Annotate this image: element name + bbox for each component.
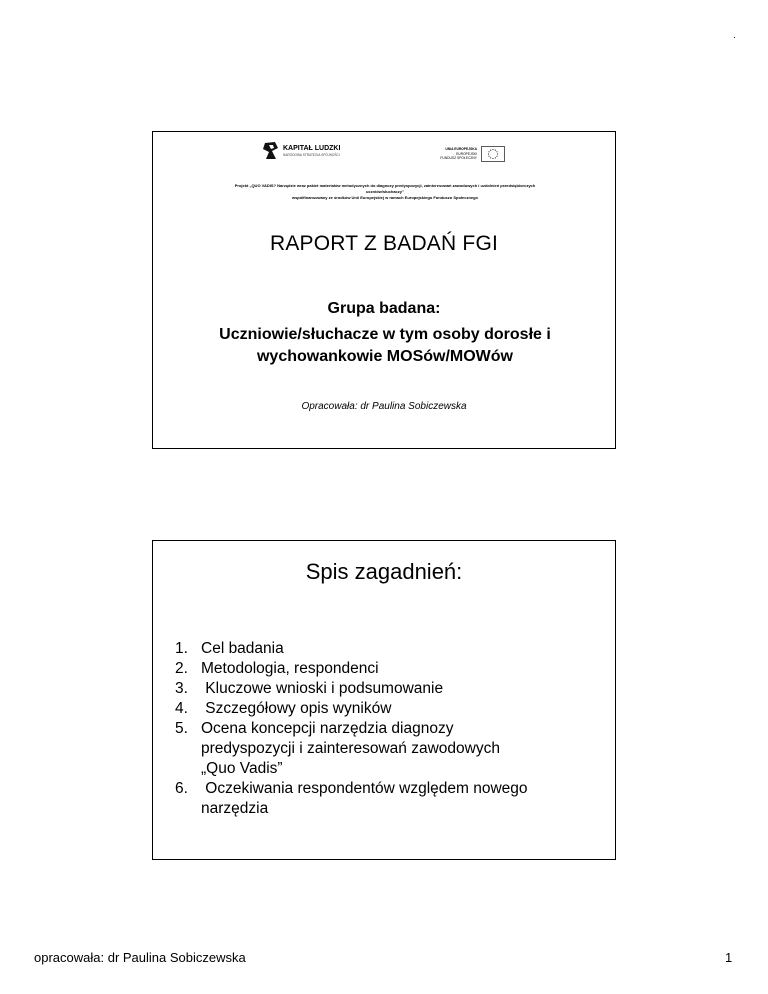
list-item-text: Szczegółowy opis wyników	[201, 700, 392, 717]
page-number: 1	[725, 950, 733, 965]
list-item	[175, 679, 605, 699]
list-item-text: Cel badania	[201, 640, 284, 657]
list-item-text: Ocena koncepcji narzędzia diagnozy	[201, 720, 454, 737]
eu-line-3: FUNDUSZ SPOŁECZNY	[440, 156, 477, 161]
list-item	[175, 699, 605, 719]
list-item-text: „Quo Vadis”	[201, 760, 283, 777]
eu-line-1: UNIA EUROPEJSKA	[445, 147, 477, 152]
list-item	[175, 719, 605, 779]
contents-title: Spis zagadnień:	[305, 559, 463, 584]
list-item-text: Metodologia, respondenci	[201, 660, 379, 677]
footer-author: opracowała: dr Paulina Sobiczewska	[34, 950, 246, 965]
list-item	[175, 659, 605, 679]
project-line-1: Projekt „QUO VADIS? Narzędzie wraz pakiet materiałów metodycznych do diagnozy predyspozycji, zainteresowań zawodowych i uzdolnień przedsiębiorczych	[234, 183, 536, 188]
contents-list	[175, 639, 605, 819]
group-description	[173, 324, 597, 368]
eu-logo	[440, 146, 505, 162]
group-line-2: wychowankowie MOSów/MOWów	[256, 348, 513, 365]
list-item-text: Oczekiwania respondentów względem nowego	[201, 780, 528, 797]
report-title: RAPORT Z BADAŃ FGI	[269, 232, 499, 255]
kapital-ludzki-subtitle: NARODOWA STRATEGIA SPÓJNOŚCI	[283, 153, 340, 157]
list-item-number: 1.	[175, 640, 188, 657]
project-description	[193, 183, 577, 201]
eu-line-2: EUROPEJSKI	[456, 151, 477, 156]
author-credit: Opracowała: dr Paulina Sobiczewska	[301, 401, 467, 412]
kapital-ludzki-logo	[263, 142, 340, 160]
contents-slide	[152, 540, 616, 860]
list-item-text: Kluczowe wnioski i podsumowanie	[201, 680, 444, 697]
list-item-number: 3.	[175, 680, 188, 697]
project-line-3: współfinansowany ze środków Unii Europejskiej w ramach Europejskiego Funduszu Społecznego	[291, 195, 479, 200]
list-item-text: predyspozycji i zainteresowań zawodowych	[201, 740, 500, 757]
title-slide	[152, 131, 616, 449]
list-item	[175, 639, 605, 659]
project-line-2: uczniów/słuchaczy”	[365, 189, 404, 194]
list-item-number: 4.	[175, 700, 188, 717]
list-item	[175, 779, 605, 819]
corner-mark: .	[733, 30, 736, 41]
group-line-1: Uczniowie/słuchacze w tym osoby dorosłe i	[219, 326, 551, 343]
list-item-text: narzędzia	[201, 800, 269, 817]
eu-flag-icon	[481, 146, 505, 162]
list-item-number: 5.	[175, 720, 188, 737]
group-label: Grupa badana:	[327, 300, 441, 317]
list-item-number: 2.	[175, 660, 188, 677]
kapital-ludzki-emblem-icon	[263, 142, 279, 160]
list-item-number: 6.	[175, 780, 188, 797]
kapital-ludzki-title: KAPITAŁ LUDZKI	[283, 145, 341, 152]
